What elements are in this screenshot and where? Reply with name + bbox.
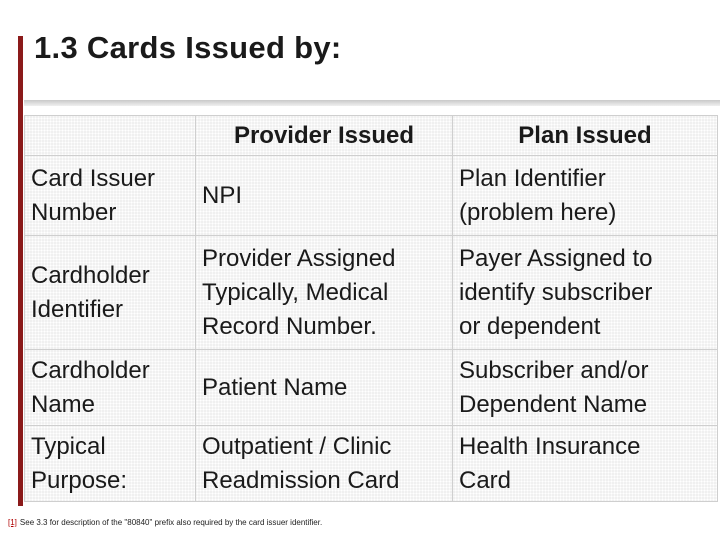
slide-title: 1.3 Cards Issued by: bbox=[34, 30, 342, 65]
title-divider bbox=[24, 100, 720, 106]
plan-issued-cell: Health Insurance Card bbox=[453, 426, 718, 502]
provider-issued-cell: NPI bbox=[196, 156, 453, 236]
plan-issued-cell: Plan Identifier (problem here) bbox=[453, 156, 718, 236]
row-label-typical-purpose: Typical Purpose: bbox=[25, 426, 196, 502]
header-cell-provider-issued: Provider Issued bbox=[196, 116, 453, 156]
plan-issued-cell: Payer Assigned to identify subscriber or dependent bbox=[453, 236, 718, 350]
plan-issued-cell: Subscriber and/or Dependent Name bbox=[453, 350, 718, 426]
provider-issued-cell: Provider Assigned Typically, Medical Record Number. bbox=[196, 236, 453, 350]
cards-issued-table bbox=[24, 115, 718, 502]
row-label-card-issuer-number: Card Issuer Number bbox=[25, 156, 196, 236]
footnote-text: See 3.3 for description of the "80840" prefix also required by the card issuer identifier. bbox=[19, 518, 323, 527]
accent-bar bbox=[18, 36, 23, 506]
provider-issued-cell: Outpatient / Clinic Readmission Card bbox=[196, 426, 453, 502]
footnote bbox=[8, 518, 322, 527]
row-label-cardholder-name: Cardholder Name bbox=[25, 350, 196, 426]
table-row bbox=[25, 350, 718, 426]
row-label-cardholder-identifier: Cardholder Identifier bbox=[25, 236, 196, 350]
table-header-row bbox=[25, 116, 718, 156]
header-cell-empty bbox=[25, 116, 196, 156]
provider-issued-cell: Patient Name bbox=[196, 350, 453, 426]
footnote-ref-link[interactable]: [1] bbox=[8, 518, 17, 527]
table-row bbox=[25, 156, 718, 236]
table-row bbox=[25, 426, 718, 502]
table-row bbox=[25, 236, 718, 350]
header-cell-plan-issued: Plan Issued bbox=[453, 116, 718, 156]
